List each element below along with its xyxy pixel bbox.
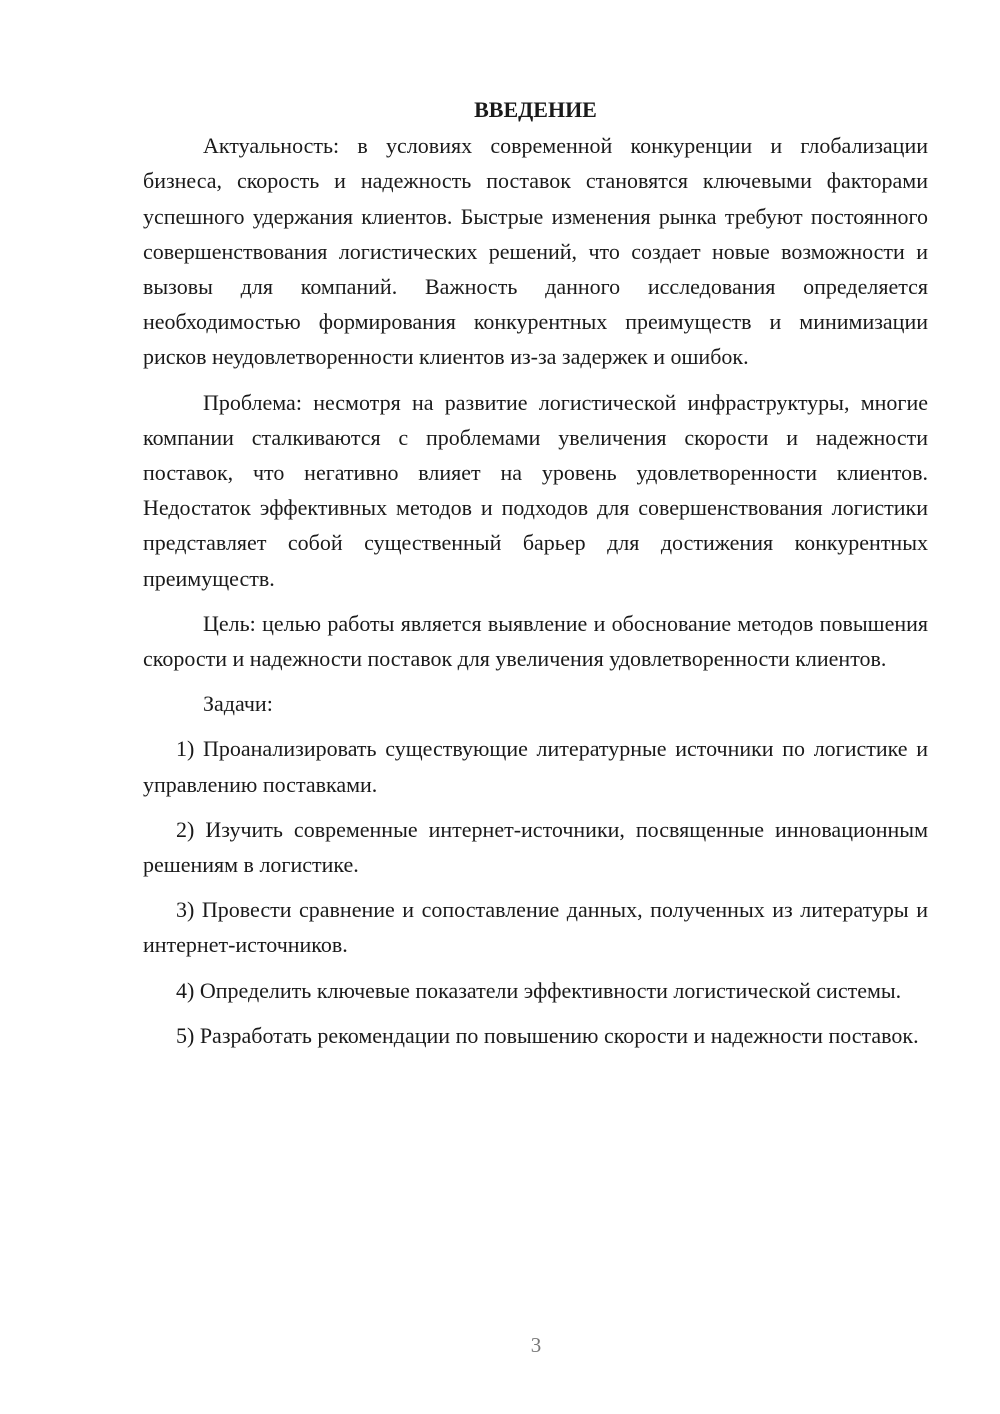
paragraph-relevance: Актуальность: в условиях современной конкуренции и глобализации бизнеса, скорость и надежность поставок становятся ключевыми факторами успешного удержания клиентов. Быстрые изменения рынка требуют постоянного совершенствования логистических решений, что создает новые возможности и вызовы для компаний. Важность данного исследования определяется необходимостью формирования конкурентных преимуществ и минимизации рисков неудовлетворенности клиентов из-за задержек и ошибок. [143,133,928,370]
task-item-3: 3) Провести сравнение и сопоставление данных, полученных из литературы и интернет-источников. [143,897,928,958]
task-item-1: 1) Проанализировать существующие литературные источники по логистике и управлению поставками. [143,736,928,797]
paragraph-tasks-heading: Задачи: [203,691,273,717]
page-content [143,92,928,1063]
task-item-4: 4) Определить ключевые показатели эффективности логистической системы. [176,977,902,1003]
task-item-5: 5) Разработать рекомендации по повышению скорости и надежности поставок. [176,1022,919,1048]
section-title: ВВЕДЕНИЕ [474,97,597,122]
task-item-2: 2) Изучить современные интернет-источники, посвященные инновационным решениям в логистике. [143,816,928,878]
paragraph-goal: Цель: целью работы является выявление и обоснование методов повышения скорости и надежности поставок для увеличения удовлетворенности клиентов. [143,610,928,672]
paragraph-problem: Проблема: несмотря на развитие логистической инфраструктуры, многие компании сталкиваются с проблемами увеличения скорости и надежности поставок, что негативно влияет на уровень удовлетворенности клиентов. Недостаток эффективных методов и подходов для совершенствования логистики представляет собой существенный барьер для достижения конкурентных преимуществ. [143,389,928,591]
page-number: 3 [530,1333,542,1357]
